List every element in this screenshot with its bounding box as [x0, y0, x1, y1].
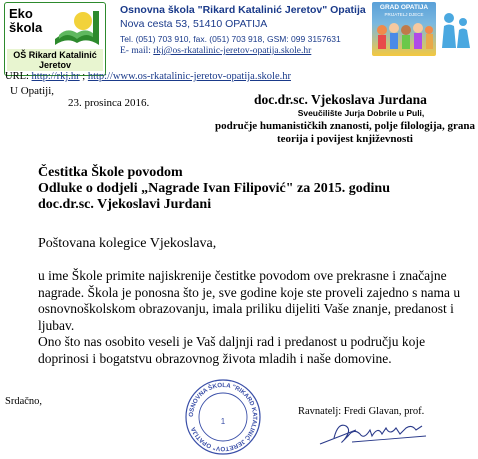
- school-email: [120, 46, 311, 56]
- salutation: Poštovana kolegice Vjekoslava,: [38, 236, 217, 251]
- place-label: U Opatiji,: [10, 85, 54, 97]
- stamp-number: 1: [220, 417, 226, 426]
- recipient-institution: Sveučilište Jurja Dobrile u Puli,: [297, 108, 425, 118]
- url-link-short[interactable]: http://rkj.hr: [31, 71, 80, 82]
- url-label: URL:: [5, 71, 32, 82]
- eko-logo-text: [9, 7, 42, 35]
- letter-date: 23. prosinca 2016.: [68, 97, 150, 109]
- letter-subject: [38, 165, 474, 213]
- url-line: [5, 71, 291, 82]
- school-stamp: [184, 378, 262, 456]
- eko-logo-school: OŠ Rikard Katalinić Jeretov: [7, 49, 103, 71]
- url-link-long[interactable]: http://www.os-rkatalinic-jeretov-opatija.skole.hr: [87, 71, 291, 82]
- closing: Srdačno,: [5, 396, 43, 407]
- eko-logo-line2: škola: [9, 20, 43, 35]
- eko-logo-line1: Eko: [9, 6, 33, 21]
- children-illustration-icon: [372, 2, 436, 56]
- email-label: E- mail:: [120, 46, 154, 56]
- family-icon: [440, 10, 472, 50]
- letter-body: [38, 268, 474, 367]
- subject-line-2: Odluke o dodjeli „Nagrade Ivan Filipović" za 2015. godinu: [38, 181, 390, 196]
- school-name: Osnovna škola "Rikard Katalinić Jeretov" Opatija: [120, 4, 366, 16]
- body-paragraph-2: Ono što nas osobito veseli je Vaš daljnji rad i predanost u području koje doprinosi i bogatstvu obrazovnog života mladih i naše domovine.: [38, 334, 426, 366]
- grad-logo-subtitle: PRIJATELJ DJECE: [384, 12, 424, 17]
- signatory: Ravnatelj: Fredi Glavan, prof.: [298, 406, 425, 417]
- subject-line-1: Čestitka Škole povodom: [38, 165, 183, 180]
- school-address: Nova cesta 53, 51410 OPATIJA: [120, 18, 268, 30]
- handwritten-signature: [316, 416, 466, 452]
- grad-logo-title: GRAD OPATIJA: [379, 4, 429, 11]
- recipient-department: područje humanističkih znanosti, polje filologija, grana teorija i povijest književnosti: [214, 120, 476, 145]
- book-icon: [53, 9, 101, 47]
- school-phones: Tel. (051) 703 910, fax. (051) 703 918, GSM: 099 3157631: [120, 34, 341, 44]
- email-link[interactable]: rkj@os-rkatalinic-jeretov-opatija.skole.hr: [153, 46, 312, 56]
- subject-line-3: doc.dr.sc. Vjekoslavi Jurdani: [38, 197, 212, 212]
- grad-opatija-logo: [372, 2, 436, 56]
- recipient-name: doc.dr.sc. Vjekoslava Jurdana: [254, 92, 427, 107]
- eko-skola-logo: [4, 2, 106, 76]
- stamp-ring-text: OSNOVNA ŠKOLA "RIKARD KATALINIĆ JERETOV" OPATIJA: [187, 381, 259, 453]
- url-separator: ;: [79, 71, 88, 82]
- body-paragraph-1: u ime Škole primite najiskrenije čestitke povodom ove prekrasne i značajne nagrade. Škola je ponosna što je, sve godine koje ste proveli zajedno s nama u osnovnoškolskom obrazovanju, imala priliku dijeliti Vaše znanje, predanost i ljubav.: [38, 268, 461, 333]
